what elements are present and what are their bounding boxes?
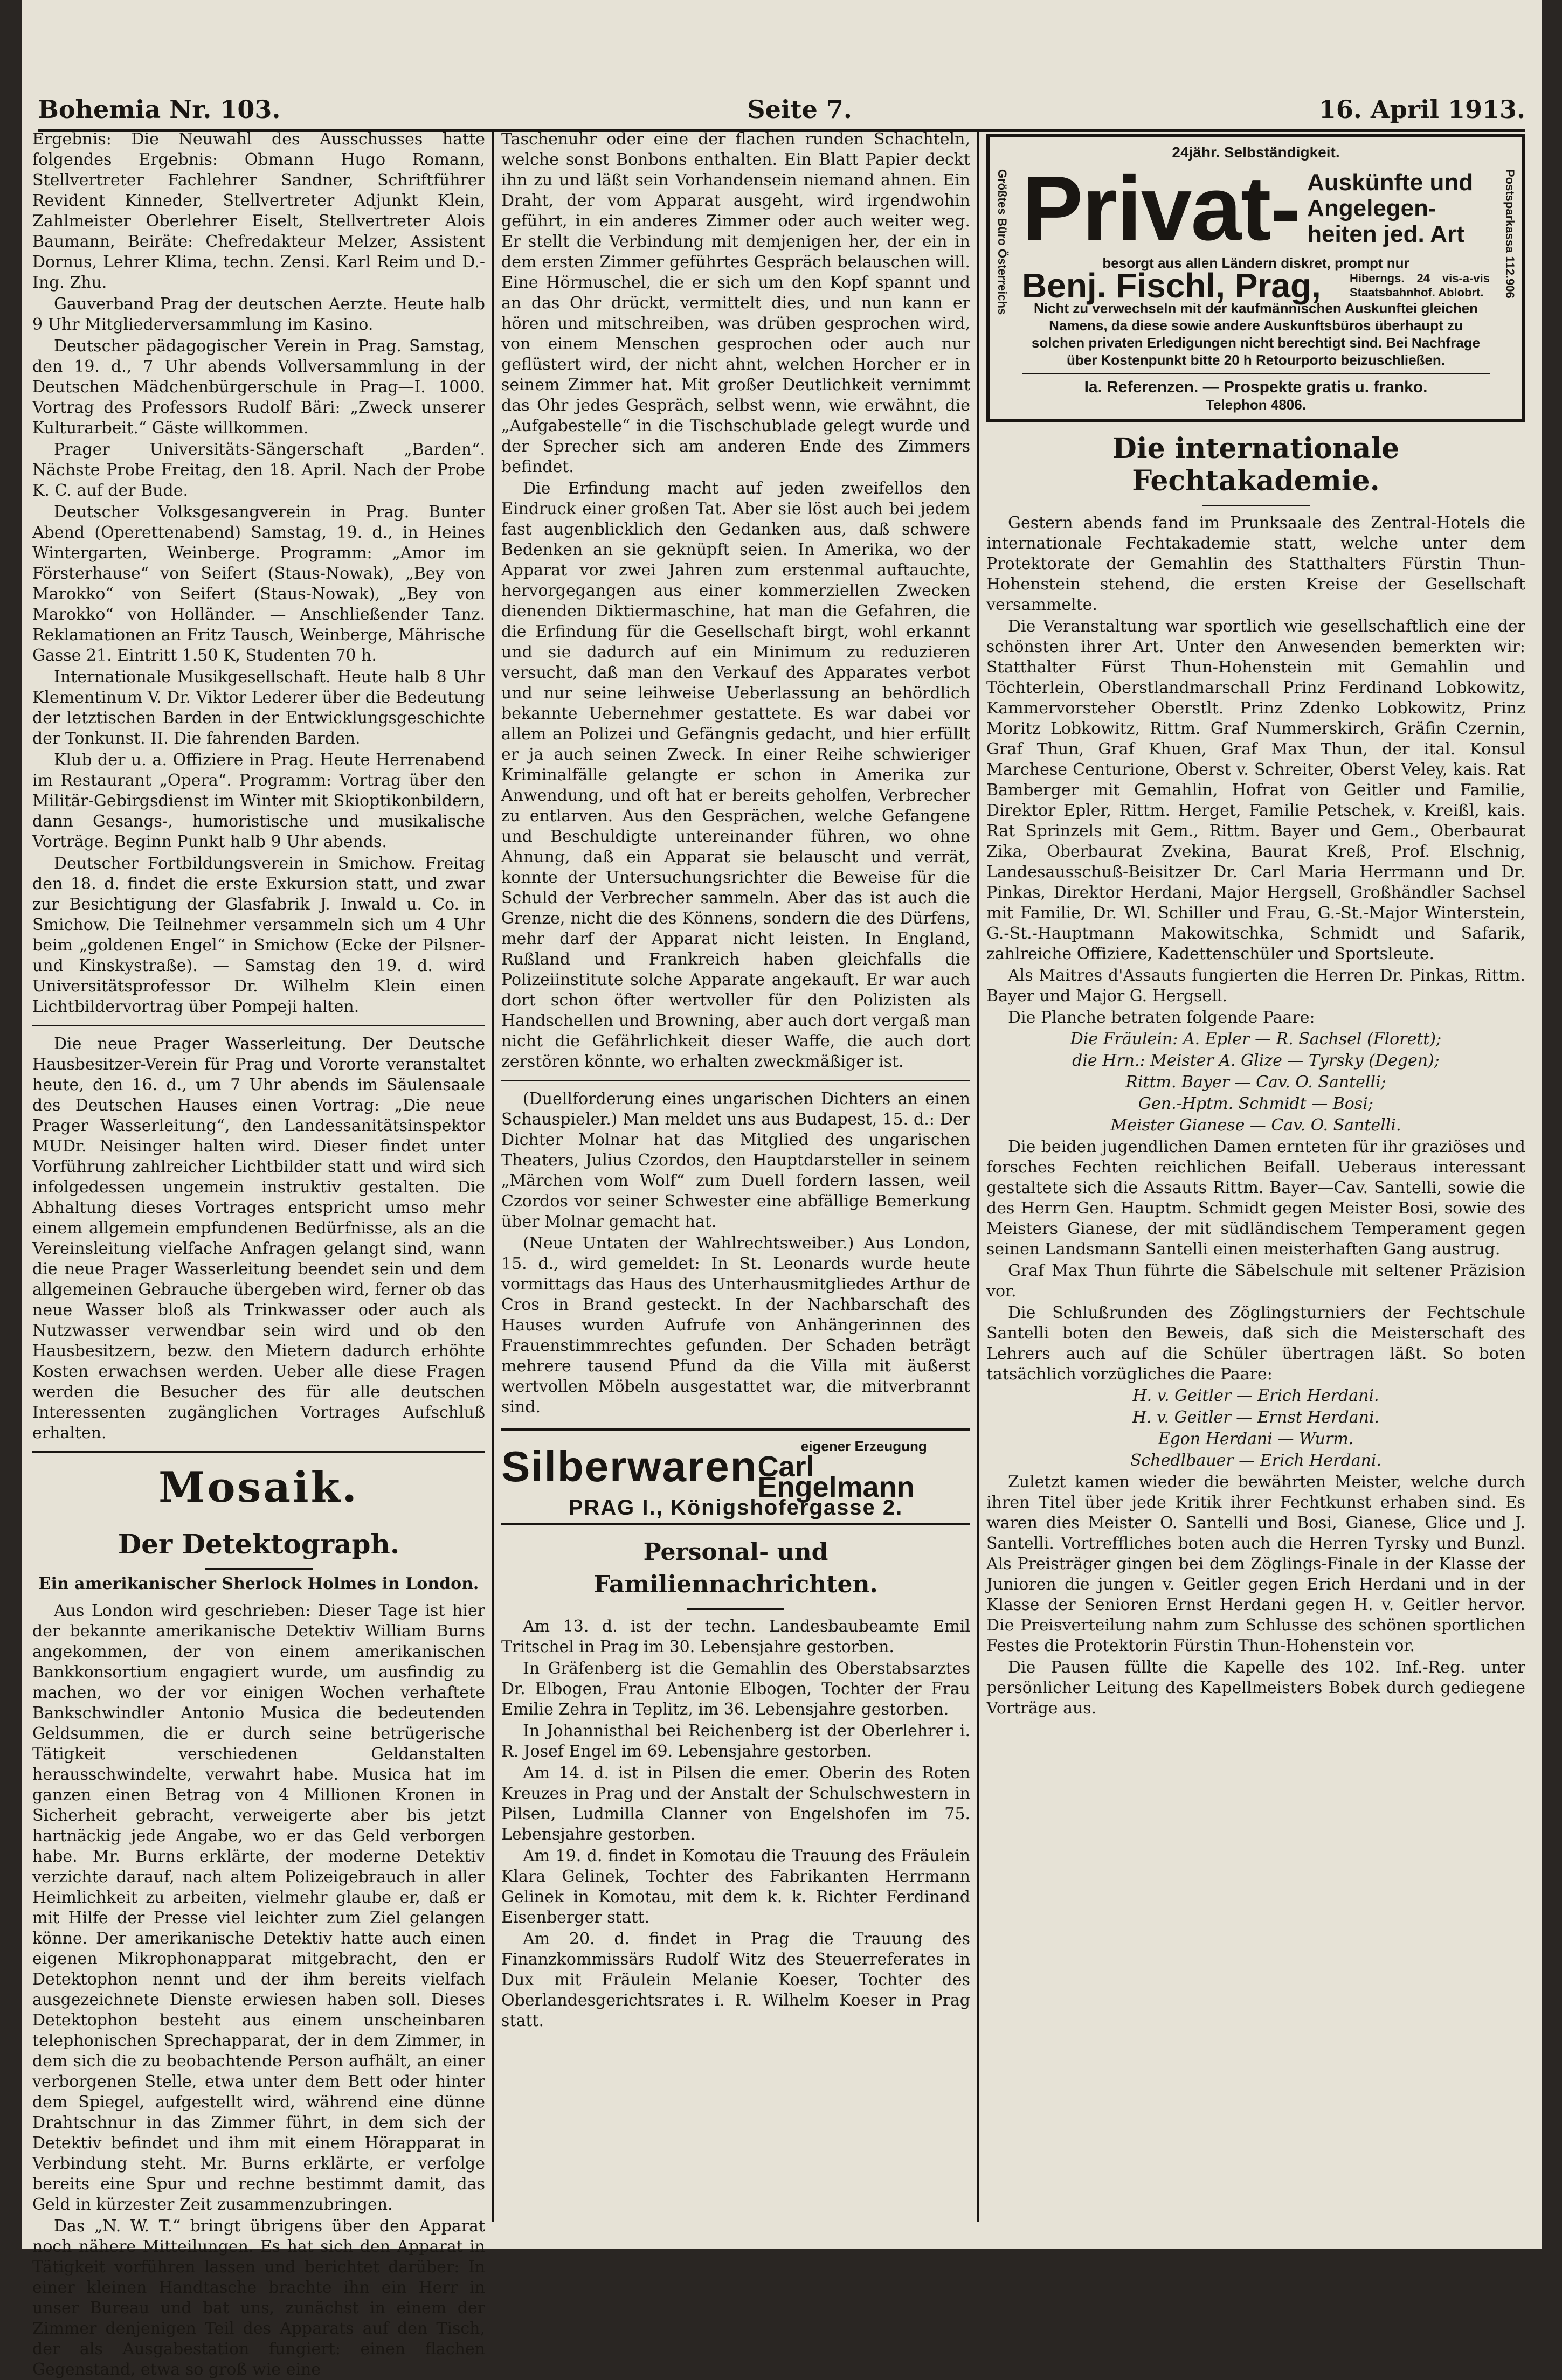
- column-2: [501, 129, 970, 2222]
- ad-line: Ia. Referenzen. — Prospekte gratis u. franko.: [1084, 378, 1428, 396]
- divider: [687, 1608, 784, 1610]
- article-text: (Duellforderung eines ungarischen Dichters an einen Schauspieler.) Man meldet uns aus Budapest, 15. d.: Der Dichter Molnar hat das Mitglied des ungarischen Theaters, Julius Czordos, den Hauptdarsteller in seinem „Märchen vom Wolf“ zum Duell fordern lassen, weil Czordos vor seiner Schwester eine abfällige Bemerkung über Molnar gemacht hat.: [501, 1090, 970, 1231]
- newspaper-page: [22, 0, 1542, 2379]
- running-head: [38, 75, 1525, 132]
- article-text: Deutscher Volksgesangverein in Prag. Bunter Abend (Operettenabend) Samstag, 19. d., in Heines Wintergarten, Weinberge. Programm: „Amor im Försterhause“ von Seifert (Staus-Nowak), „Bey von Marokko“ von Seifert (Staus-Nowak), „Bey von Marokko“ von Holländer. — Anschließender Tanz. Reklamationen an Fritz Tausch, Weinberge, Mährische Gasse 21. Eintritt 1.50 K, Studenten 70 h.: [32, 503, 485, 665]
- fencing-pair: Meister Gianese — Cav. O. Santelli.: [1110, 1116, 1401, 1135]
- article-text: Die beiden jugendlichen Damen ernteten für ihr graziöses und forsches Fechten reichlichen Beifall. Ueberaus interessant gestaltete sich die Assauts Rittm. Bayer—Cav. Santelli, sowie die des Herrn Gen. Hauptm. Schmidt gegen Meister Bosi, sowie des Meisters Gianese, der mit südländischem Temperament gegen seinen Landsmann Santelli einen meisterhaften Gang austrug.: [986, 1137, 1525, 1259]
- ad-line: Nicht zu verwechseln mit der kaufmännischen Auskunftei gleichen Namens, da diese sowie andere Auskunftsbüros überhaupt zu solchen privaten Erledigungen nicht berechtigt sind. Bei Nachfrage über Kostenpunkt bitte 20 h Retourporto beizuschließen.: [1031, 300, 1481, 368]
- ad-side-line: Angelegen-: [1307, 195, 1436, 221]
- ad-side-text: Postsparkassa 112.906: [1503, 169, 1517, 299]
- column-rule-2: [977, 129, 979, 2222]
- article-text: Die Veranstaltung war sportlich wie gesellschaftlich eine der schönsten ihrer Art. Unter den Anwesenden bemerkten wir: Statthalter Fürst Thun-Hohenstein mit Gemahlin und Töchterlein, Oberstlandmarschall Prinz Ferdinand Lobkowitz, Kammervorsteher Oberstlt. Prinz Zdenko Lobkowitz, Prinz Moritz Lobkowitz, Rittm. Graf Nummerskirch, Gräfin Czernin, Graf Thun, Graf Khuen, Graf Max Thun, der ital. Konsul Marchese Centurione, Oberst v. Schreiter, Oberst Veley, kais. Rat Bamberger mit Gemahlin, Hofrat von Geitler und Familie, Direktor Epler, Rittm. Herget, Familie Petschek, v. Kreißl, kais. Rat Sprinzels mit Gem., Rittm. Bayer und Gem., Oberbaurat Zika, Oberbaurat Zvekina, Baurat Kreß, Prof. Elschnig, Landesausschuß-Beisitzer Dr. Carl Maria Herrmann und Dr. Pinkas, Direktor Herdani, Major Hergsell, Großhändler Sachsel mit Familie, Dr. Wl. Schiller und Frau, G.-St.-Major Winterstein, G.-St.-Hauptmann Makowitschka, Schmidt und Safarik, zahlreiche Offiziere, Kadettenschüler und Sportsleute.: [986, 617, 1525, 963]
- ad-side-line: heiten jed. Art: [1307, 221, 1464, 247]
- ad-address: PRAG I., Königshofergasse 2.: [568, 1496, 903, 1519]
- article-text: Als Maitres d'Assauts fungierten die Herren Dr. Pinkas, Rittm. Bayer und Major G. Hergsell.: [986, 966, 1525, 1005]
- article-text: Aus London wird geschrieben: Dieser Tage ist hier der bekannte amerikanische Detektiv William Burns angekommen, der von einem amerikanischen Bankkonsortium engagiert wurde, um ausfindig zu machen, wo der vor einigen Wochen verhaftete Bankschwindler Antonio Musica die bedeutenden Geldsummen, die er durch seine betrügerische Tätigkeit verschiedenen Geldanstalten herausschwindelte, verwahrt habe. Musica hat im ganzen einen Betrag von 4 Millionen Kronen in Sicherheit gebracht, verweigerte aber bis jetzt hartnäckig jede Angabe, wo er das Geld verborgen habe. Mr. Burns erklärte, der moderne Detektiv verzichte darauf, nach altem Polizeigebrauch in aller Heimlichkeit zu arbeiten, vielmehr glaube er, daß er mit Hilfe der Presse viel leichter zum Ziel gelangen könne. Der amerikanische Detektiv hatte auch einen eigenen Mikrophonapparat mitgebracht, den er Detektophon nennt und der ihm bereits vielfach ausgezeichnete Dienste erwiesen haben soll. Dieses Detektophon besteht aus einem unscheinbaren telephonischen Sprechapparat, der in dem Zimmer, in dem sich die zu beobachtende Person aufhält, an einer verborgenen Stelle, etwa unter dem Bett oder hinter dem Spiegel, aufgestellt wird, während eine dünne Drahtschnur in das Zimmer führt, in dem sich der Detektiv befindet und ihm mit einem Hörapparat in Verbindung steht. Mr. Burns erklärte, er verfolge bereits eine Spur und rechne bestimmt damit, das Geld in kürzester Zeit zusammenzubringen.: [32, 1601, 485, 2214]
- fencing-pair: H. v. Geitler — Ernst Herdani.: [1132, 1408, 1380, 1427]
- article-text: Die Erfindung macht auf jeden zweifellos den Eindruck einer großen Tat. Aber sie löst auch bei jedem fast augenblicklich den Gedanken aus, daß schwere Bedenken an sie geknüpft seien. In Amerika, wo der Apparat vor zwei Jahren zum erstenmal auftauchte, hervorgegangen aus einer kommerziellen Zwecken dienenden Diktiermaschine, hat man die Gefahren, die die Erfindung für die Gesellschaft birgt, wohl erkannt und sie dadurch auf ein Minimum zu reduzieren versucht, daß man den Verkauf des Apparates verbot und nur seine leihweise Ueberlassung an behördlich bekannte Uebernehmer gestattete. Es war dabei vor allem an Polizei und Gefängnis gedacht, und hier erfüllt er ja auch seinen Zweck. In einer Reihe schwieriger Kriminalfälle gelangte er schon in Amerika zur Anwendung, und oft hat er bereits geholfen, Verbrecher zu entlarven. Aus den Gesprächen, welche Gefangene und Beschuldigte untereinander führen, wo ohne Ahnung, daß ein Apparat sie belauscht und verrät, konnte der Untersuchungsrichter die Beweise für die Schuld der Verbrecher sammeln. Aber das ist auch die Grenze, nicht die des Könnens, sondern die des Dürfens, mehr darf der Apparat nicht leisten. In England, Rußland und Frankreich haben gleichfalls die Polizeiinstitute solche Apparate angekauft. Er war auch dort schon öfter wertvoller für den Polizisten als Handschellen und Browning, aber auch dort vergaß man nicht die Gefährlichkeit dieser Waffe, die auch dort zerstören könnte, wo erhalten zweckmäßiger ist.: [501, 479, 970, 1071]
- article-text: In Gräfenberg ist die Gemahlin des Oberstabsarztes Dr. Elbogen, Frau Antonie Elbogen, Tochter der Frau Emilie Zehra in Teplitz, im 36. Lebensjahre gestorben.: [501, 1659, 970, 1719]
- article-text: Die Schlußrunden des Zöglingsturniers der Fechtschule Santelli boten den Beweis, daß sich die Meisterschaft des Lehrers auch auf die Schüler übertragen läßt. So boten tatsächlich vorzügliches die Paare:: [986, 1303, 1525, 1384]
- ad-company: Benj. Fischl, Prag,: [1022, 266, 1321, 305]
- article-headline: Personal- und Familiennachrichten.: [593, 1538, 878, 1598]
- article-text: Gauverband Prag der deutschen Aerzte. Heute halb 9 Uhr Mitgliederversammlung im Kasino.: [32, 295, 485, 334]
- article-text: Gestern abends fand im Prunksaale des Zentral-Hotels die internationale Fechtakademie statt, welche unter dem Protektorate der Gemahlin des Statthalters Fürstin Thun-Hohenstein stehend, die ersten Kreise der Gesellschaft versammelte.: [986, 514, 1525, 614]
- article-text: Die Planche betraten folgende Paare:: [1008, 1008, 1315, 1027]
- divider: [501, 1080, 970, 1081]
- ad-company: Carl Engelmann: [757, 1451, 915, 1503]
- article-text: Die Pausen füllte die Kapelle des 102. Inf.-Reg. unter persönlicher Leitung des Kapellmeisters Bobek durch gediegene Vorträge aus.: [986, 1658, 1525, 1718]
- fencing-pair: Gen.-Hptm. Schmidt — Bosi;: [1138, 1094, 1373, 1113]
- silverware-advertisement: [501, 1428, 970, 1525]
- article-text: Am 13. d. ist der techn. Landesbaubeamte Emil Tritschel in Prag im 30. Lebensjahre gestorben.: [501, 1617, 970, 1656]
- fencing-pair: Rittm. Bayer — Cav. O. Santelli;: [1125, 1073, 1386, 1092]
- article-text: Am 14. d. ist in Pilsen die emer. Oberin des Roten Kreuzes in Prag und der Anstalt der Schulschwestern in Pilsen, Ludmilla Clanner von Engelshofen im 75. Lebensjahre gestorben.: [501, 1764, 970, 1844]
- ad-address: Hiberngs. 24 vis-a-vis Staatsbahnhof. Ablobrt.: [1350, 272, 1490, 299]
- ad-headline: Silberwaren: [501, 1442, 758, 1490]
- article-headline: Der Detektograph.: [118, 1528, 400, 1560]
- article-text: Das „N. W. T.“ bringt übrigens über den Apparat noch nähere Mitteilungen. Es hat sich den Apparat in Tätigkeit vorführen lassen und berichtet darüber: In einer kleinen Handtasche brachte ihn ein Herr in unser Bureau und bat uns, zunächst in einem der Zimmer denjenigen Teil des Apparats auf den Tisch, der als Ausgabestation fungiert: einen flachen Gegenstand, etwa so groß wie eine: [32, 2217, 485, 2379]
- fencing-pair: Egon Herdani — Wurm.: [1158, 1430, 1354, 1448]
- article-text: Zuletzt kamen wieder die bewährten Meister, welche durch ihren Titel über jede Kritik ihrer Fechtkunst erhaben sind. Es waren dies Meister O. Santelli und Bosi, Gianese, Glice und J. Santelli. Vortreffliches boten auch die Herren Tyrsky und Bunzl. Als Preisträger gingen bei dem Zöglings-Finale in der Klasse der Junioren die jungen v. Geitler gegen Erich Herdani und in der Klasse der Senioren Ernst Herdani gegen H. v. Geitler hervor. Die Preisverteilung nahm zum Schlusse des schönen sportlichen Festes die Protektorin Fürstin Thun-Hohenstein vor.: [986, 1473, 1525, 1655]
- fencing-pair: die Hrn.: Meister A. Glize — Tyrsky (Degen);: [1072, 1051, 1440, 1070]
- article-text: Am 20. d. findet in Prag die Trauung des Finanzkommissärs Rudolf Witz des Steuerreferates in Dux mit Fräulein Melanie Koeser, Tochter des Oberlandesgerichtsrates i. R. Wilhelm Koeser in Prag statt.: [501, 1930, 970, 2030]
- page-number: Seite 7.: [747, 95, 852, 124]
- article-subtitle: Ein amerikanischer Sherlock Holmes in London.: [38, 1574, 479, 1593]
- article-text: Ergebnis: Die Neuwahl des Ausschusses hatte folgendes Ergebnis: Obmann Hugo Romann, Stellvertreter Fachlehrer Sandner, Schriftführer Revident Kinneder, Stellvertreter Adjunkt Klein, Zahlmeister Oberlehrer Eiselt, Stellvertreter Alois Baumann, Beiräte: Chefredakteur Melzer, Assistent Dornus, Lehrer Klima, techn. Zensi. Karl Reim und D.-Ing. Zhu.: [32, 130, 485, 292]
- ad-tagline: 24jähr. Selbständigkeit.: [1172, 144, 1340, 161]
- article-text: Deutscher Fortbildungsverein in Smichow. Freitag den 18. d. findet die erste Exkursion statt, und zwar zur Besichtigung der Glasfabrik J. Inwald u. Co. in Smichow. Die Teilnehmer versammeln sich um 4 Uhr beim „goldenen Engel“ in Smichow (Ecke der Pilsner- und Kinskystraße). — Samstag den 19. d. wird Universitätsprofessor Dr. Wilhelm Klein einen Lichtbildervortrag über Pompeji halten.: [32, 854, 485, 1016]
- column-3: [986, 129, 1525, 2222]
- fencing-pair: H. v. Geitler — Erich Herdani.: [1132, 1386, 1379, 1405]
- article-text: Graf Max Thun führte die Säbelschule mit seltener Präzision vor.: [986, 1261, 1525, 1301]
- section-heading: Mosaik.: [158, 1463, 359, 1512]
- fencing-pair: Die Fräulein: A. Epler — R. Sachsel (Florett);: [1070, 1030, 1442, 1049]
- article-text: Taschenuhr oder eine der flachen runden Schachteln, welche sonst Bonbons enthalten. Ein Blatt Papier deckt ihn zu und läßt sein Vorhandensein niemand ahnen. Ein Draht, der vom Apparat ausgeht, wird irgendwohin geführt, in ein anderes Zimmer oder auch weiter weg. Er stellt die Verbindung mit demjenigen her, der ein in dem ersten Zimmer geführtes Gespräch belauschen will. Eine Hörmuschel, die er sich um den Kopf spannt und an das Ohr drückt, vermittelt dies, und nun kann er hören und mitschreiben, was drüben gesprochen wird, von einem Menschen gesprochen oder auch nur geflüstert wird, der nicht ahnt, welchen Horcher er in seinem Zimmer hat. Mit großer Deutlichkeit vernimmt das Ohr jedes Gespräch, selbst wenn, wie erwähnt, die „Aufgabestelle“ in die Tischschublade gelegt wurde und der Sprecher sich am anderen Ende des Zimmers befindet.: [501, 130, 970, 476]
- ad-side-line: Auskünfte und: [1307, 169, 1474, 196]
- divider: [205, 1568, 313, 1570]
- article-text: Internationale Musikgesellschaft. Heute halb 8 Uhr Klementinum V. Dr. Viktor Lederer über die Bedeutung der letztischen Barden in der Entwicklungsgeschichte der Tonkunst. II. Die fahrenden Barden.: [32, 668, 485, 748]
- article-headline: Die internationale Fechtakademie.: [1112, 432, 1400, 497]
- divider: [32, 1025, 485, 1026]
- article-text: Prager Universitäts-Sängerschaft „Barden“. Nächste Probe Freitag, den 18. April. Nach der Probe K. C. auf der Bude.: [32, 440, 485, 500]
- ad-line: besorgt aus allen Ländern diskret, prompt nur: [1102, 255, 1409, 271]
- divider: [1022, 373, 1490, 374]
- divider: [1202, 505, 1310, 506]
- divider: [32, 1451, 485, 1453]
- ad-phone: Telephon 4806.: [1206, 397, 1306, 413]
- article-text: Klub der u. a. Offiziere in Prag. Heute Herrenabend im Restaurant „Opera“. Programm: Vortrag über den Militär-Gebirgsdienst im Winter mit Skioptikonbildern, dann Gesangs-, humoristische und musikalische Vorträge. Beginn Punkt halb 9 Uhr abends.: [32, 751, 485, 851]
- article-text: Deutscher pädagogischer Verein in Prag. Samstag, den 19. d., 7 Uhr abends Vollversammlung in der Deutschen Mädchenbürgerschule in Prag—I. 1000. Vortrag des Professors Rudolf Bäri: „Zweck unserer Kulturarbeit.“ Gäste willkommen.: [32, 337, 485, 438]
- ad-side-text: Größtes Büro Österreichs: [996, 169, 1009, 315]
- column-rule-1: [492, 129, 494, 2222]
- article-text: Die neue Prager Wasserleitung. Der Deutsche Hausbesitzer-Verein für Prag und Vororte veranstaltet heute, den 16. d., um 7 Uhr abends im Säulensaale des Deutschen Hauses einen Vortrag: „Die neue Prager Wasserleitung“, den Landessanitätsinspektor MUDr. Neisinger halten wird. Dieser findet unter Vorführung zahlreicher Lichtbilder statt und wird sich infolgedessen ungemein instruktiv gestalten. Die Abhaltung dieses Vortrages entspricht umso mehr einem allgemein empfundenen Bedürfnisse, als an die Vereinsleitung vielfache Anfragen gelangt sind, wann die neue Prager Wasserleitung beendet sein und dem allgemeinen Gebrauche übergeben wird, ferner ob das neue Wasser bloß als Trinkwasser oder auch als Nutzwasser verwendbar sein wird und ob den Hausbesitzern, bezw. den Mietern dadurch erhöhte Kosten erwachsen werden. Ueber alle diese Fragen werden die Besucher des für alle deutschen Interessenten zugänglichen Vortrages Aufschluß erhalten.: [32, 1035, 485, 1442]
- ad-tagline: eigener Erzeugung: [800, 1438, 927, 1454]
- article-text: Am 19. d. findet in Komotau die Trauung des Fräulein Klara Gelinek, Tochter des Fabrikanten Herrmann Gelinek in Komotau, mit dem k. k. Richter Ferdinand Eisenberger statt.: [501, 1847, 970, 1927]
- ad-headline: Privat-: [1022, 157, 1300, 260]
- article-text: In Johannisthal bei Reichenberg ist der Oberlehrer i. R. Josef Engel im 69. Lebensjahre gestorben.: [501, 1722, 970, 1761]
- private-inquiry-advertisement: [986, 134, 1525, 422]
- issue-number: Bohemia Nr. 103.: [38, 95, 281, 124]
- article-text: (Neue Untaten der Wahlrechtsweiber.) Aus London, 15. d., wird gemeldet: In St. Leonards wurde heute vormittags das Haus des Unterhausmitgliedes Arthur de Cros in Brand gesteckt. In der Nachbarschaft des Hauses wurden Aufrufe von Anhängerinnen des Frauenstimmrechtes gefunden. Der Schaden beträgt mehrere tausend Pfund da die Villa mit äußerst wertvollen Möbeln ausgestattet war, die mitverbrannt sind.: [501, 1234, 970, 1417]
- issue-date: 16. April 1913.: [1318, 95, 1525, 124]
- fencing-pair: Schedlbauer — Erich Herdani.: [1130, 1451, 1382, 1470]
- column-1: [32, 129, 485, 2379]
